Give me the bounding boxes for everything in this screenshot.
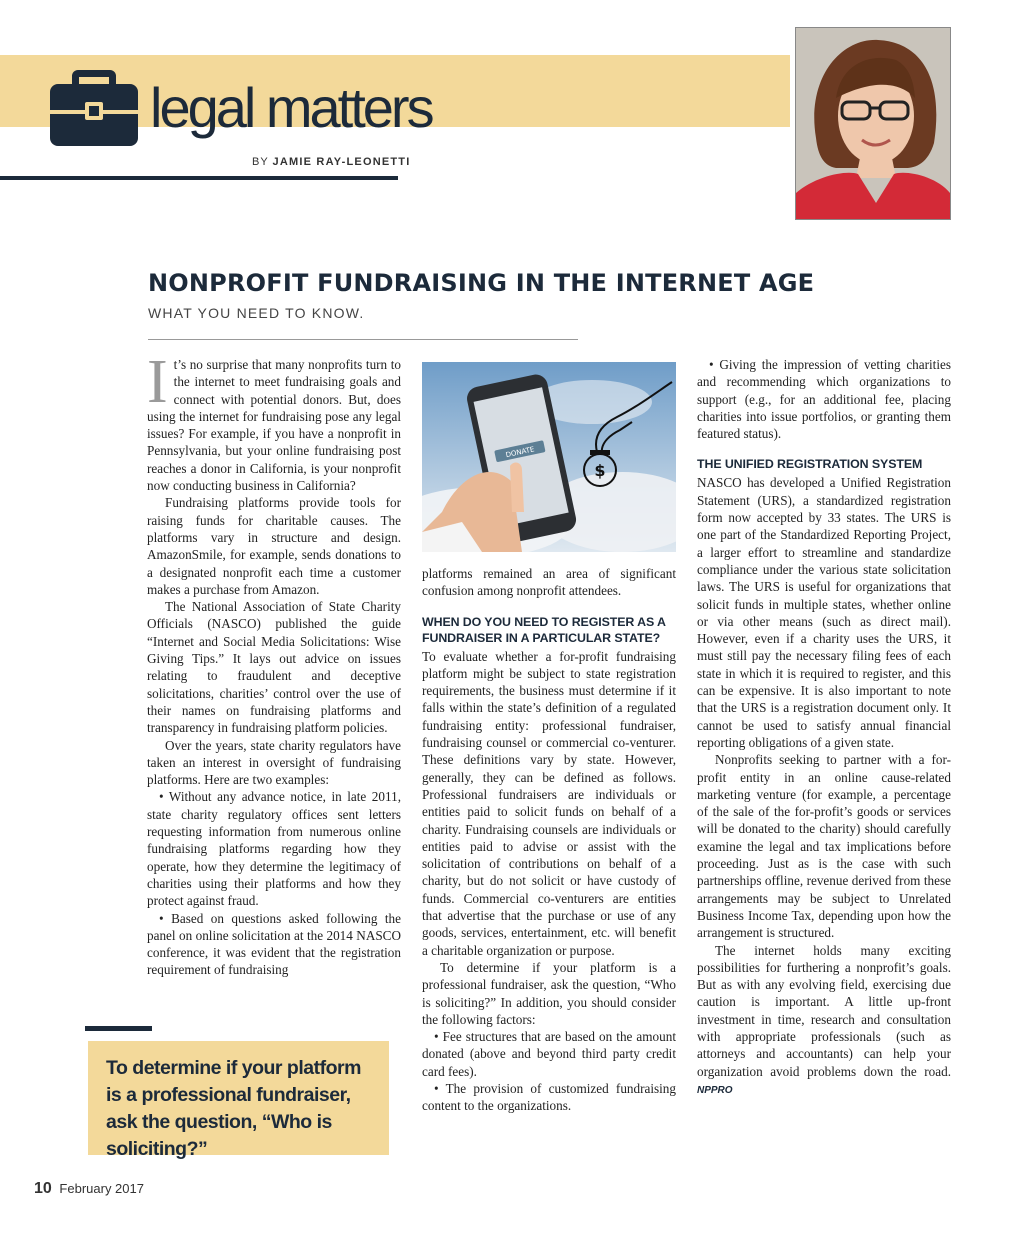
donate-phone-illustration [422,362,676,552]
page-number: 10 [34,1180,52,1197]
article-column-1 [147,348,401,979]
section-heading: THE UNIFIED REGISTRATION SYSTEM [697,457,923,472]
byline [252,156,410,168]
byline-prefix: BY [252,156,269,168]
headline-rule [148,339,578,340]
author-photo [795,27,951,220]
byline-author: JAMIE RAY-LEONETTI [272,156,411,168]
paragraph: To determine if your platform is a professional fundraiser, ask the question, “Who is soliciting?” In addition, you should consider the following factors: [422,959,676,1027]
section-heading: WHEN DO YOU NEED TO REGISTER AS A FUNDRAISER IN A PARTICULAR STATE? [422,614,666,645]
article-headline: NONPROFIT FUNDRAISING IN THE INTERNET AGE [148,269,815,297]
paragraph: To evaluate whether a for-profit fundraising platform might be subject to state registration requirements, the business must determine if it falls within the state’s definition of a regulated fundraising entity: professional fundraiser, fundraising counsel or commercial co-venturer. These definitions vary by state. However, generally, they can be defined as follows. Professional fundraisers are individuals or entities paid to solicit funds on behalf of a charity. Fundraising counsels are individuals or entities paid to advise or assist with the solicitation of contributions on behalf of a charity, but do not solicit or have custody of funds. Commercial co-venturers are entities that advertise that the purchase or use of any goods, services, entertainment, etc. will benefit a charitable organization or purpose. [422,648,676,958]
dropcap: I [147,348,168,416]
signature-logo: NPPRO [697,1084,733,1096]
bullet-paragraph: • Giving the impression of vetting charities and recommending which organizations to support (e.g., for an additional fee, placing charities into issue portfolios, or granting them featured status). [697,357,951,442]
bullet-paragraph: • Without any advance notice, in late 2011, state charity regulatory offices sent letters requesting information from numerous online fundraising platforms regarding how they operate, how they determine the legitimacy of charities using their platforms and how they protect against fraud. [147,789,401,909]
donate-label: DONATE [505,445,536,460]
section-title: legal matters [150,76,432,139]
article-column-3 [697,356,951,1099]
paragraph: Fundraising platforms provide tools for raising funds for charitable causes. The platforms vary in structure and design. AmazonSmile, for example, sends donations to a designated nonprofit each time a customer makes a purchase from Amazon. [147,495,401,597]
paragraph: It’s no surprise that many nonprofits turn to the internet to meet fundraising goals and connect with potential donors. But, does using the internet for fundraising pose any legal issues? For example, if you have a nonprofit in Pennsylvania, but your online fundraising post reaches a donor in California, is your nonprofit now conducting business in California? [147,348,401,494]
paragraph: The internet holds many exciting possibilities for furthering a nonprofit’s goals. But as with any evolving field, exercising due caution is important. A little up-front investment in time, research and consultation with appropriate professionals (such as attorneys and accountants) can help your organization avoid problems down the road. NPPRO [697,942,951,1096]
paragraph: Over the years, state charity regulators have taken an interest in oversight of fundraising platforms. Here are two examples: [147,737,401,788]
paragraph: platforms remained an area of significant confusion among nonprofit attendees. [422,566,676,599]
pullquote: To determine if your platform is a professional fundraiser, ask the question, “Who is soliciting?” [88,1041,389,1155]
article-column-2 [422,565,676,1115]
bullet-paragraph: • Based on questions asked following the panel on online solicitation at the 2014 NASCO conference, it was evident that the registration requirement of fundraising [147,910,401,978]
header-rule [0,176,398,180]
page-footer [34,1180,144,1198]
issue-date: February 2017 [59,1181,144,1196]
paragraph: The National Association of State Charity Officials (NASCO) published the guide “Internet and Social Media Solicitations: Wise Giving Tips.” It lays out advice on issues relating to fraudulent and deceptive solicitations, charities’ control over the use of their names on fundraising platforms and transparency in fundraising platform policies. [147,599,401,736]
bullet-paragraph: • The provision of customized fundraising content to the organizations. [422,1081,676,1114]
paragraph: NASCO has developed a Unified Registration Statement (URS), a standardized registration form now accepted by 33 states. The URS is one part of the Standardized Reporting Project, a larger effort to streamline and standardize compliance under the various state solicitation laws. The URS is useful for organizations that solicit funds in multiple states, whether online or via other means (such as direct mail). However, even if a charity uses the URS, it must still pay the necessary filing fees of each state in which it is required to register, and this can be expensive. It is also important to note that the URS is a registration document only. It cannot be used to satisfy annual financial reporting obligations of a given state. [697,475,951,750]
paragraph: Nonprofits seeking to partner with a for-profit entity in an online cause-related marketing venture (for example, a percentage of the sale of the for-profit’s goods or services will be donated to the charity) should carefully examine the legal and tax implications before proceeding. Just as is the case with such partnerships offline, revenue derived from these arrangements may be subject to Unrelated Business Income Tax, depending upon how the arrangement is structured. [697,752,951,941]
pullquote-rule [85,1026,152,1031]
briefcase-icon [48,66,140,150]
article-subhead: WHAT YOU NEED TO KNOW. [148,305,365,321]
svg-text:$: $ [594,461,606,480]
bullet-paragraph: • Fee structures that are based on the amount donated (above and beyond third party credit card fees). [422,1029,676,1079]
